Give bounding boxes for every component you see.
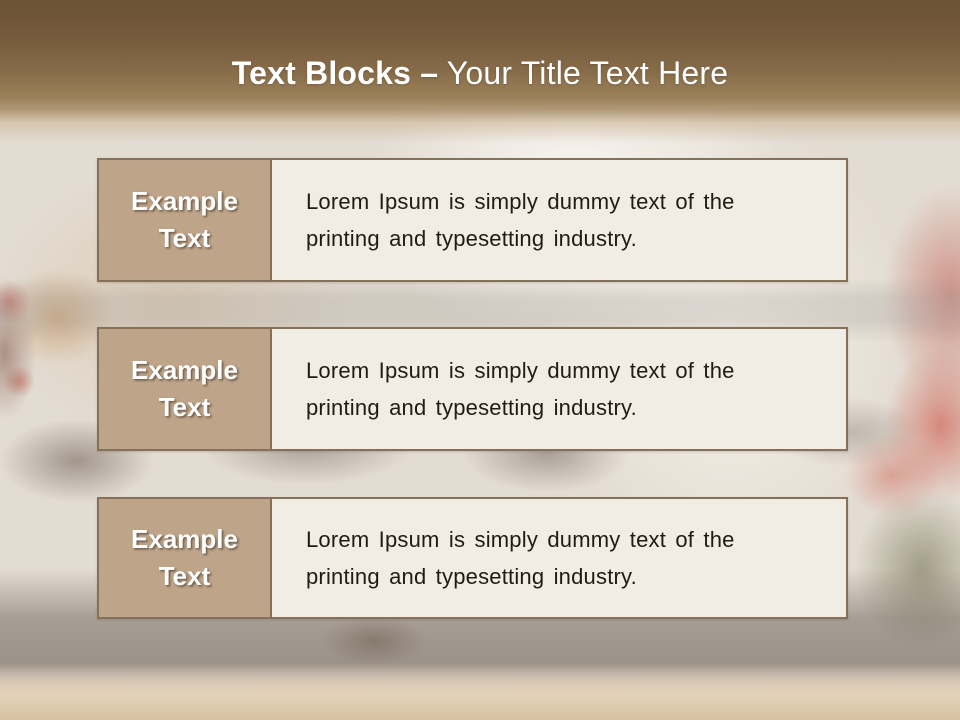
text-block-3[interactable]: [97, 497, 848, 619]
text-block-3-label[interactable]: Example Text: [99, 499, 272, 617]
text-block-3-body[interactable]: Lorem Ipsum is simply dummy text of the printing and typesetting industry.: [306, 527, 735, 589]
text-block-2-body[interactable]: Lorem Ipsum is simply dummy text of the printing and typesetting industry.: [306, 358, 735, 420]
text-block-2[interactable]: [97, 327, 848, 451]
text-block-1-body[interactable]: Lorem Ipsum is simply dummy text of the printing and typesetting industry.: [306, 189, 735, 251]
slide-title-emphasis: Text Blocks –: [231, 55, 439, 91]
text-block-1[interactable]: [97, 158, 848, 282]
slide-title[interactable]: [0, 53, 960, 93]
text-block-1-label[interactable]: Example Text: [99, 160, 272, 280]
text-block-2-label[interactable]: Example Text: [99, 329, 272, 449]
slide-title-normal: Your Title Text Here: [446, 55, 729, 91]
